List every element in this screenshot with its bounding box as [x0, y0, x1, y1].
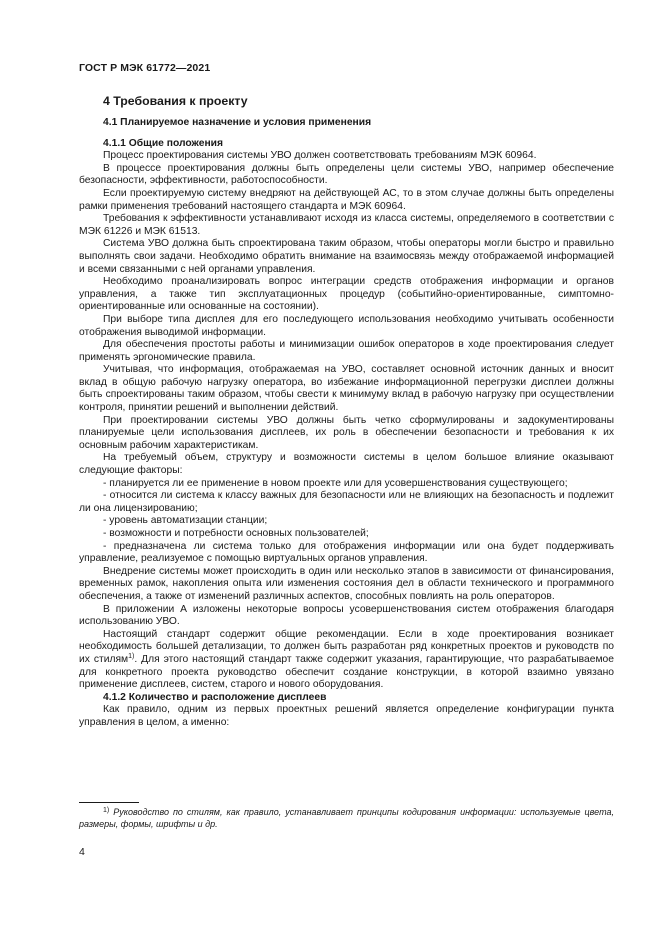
paragraph: В приложении А изложены некоторые вопросы усовершенствования систем отображения благодаря использованию УВО. — [79, 603, 614, 628]
clause-title-displays: 4.1.2 Количество и расположение дисплеев — [103, 691, 327, 703]
footnote-divider — [79, 802, 139, 803]
page-number: 4 — [79, 846, 85, 858]
footnote-mark: 1) — [103, 807, 110, 814]
paragraph: Необходимо проанализировать вопрос интеграции средств отображения информации и органов управления, а также тип эксплуатационных процедур (событийно-ориентированные, симптомно-ориентированные или основанные на состоянии). — [79, 276, 614, 313]
paragraph: Учитывая, что информация, отображаемая на УВО, составляет основной источник данных и вносит вклад в общую рабочую нагрузку оператора, во избежание информационной перегрузки дисплеи должны быть спроектированы таким образом, чтобы свести к минимуму вклад в рабочую нагрузку при осуществлении контроля, принятии решений и выполнении действий. — [79, 364, 614, 414]
paragraph: Процесс проектирования системы УВО должен соответствовать требованиям МЭК 60964. — [103, 150, 537, 162]
paragraph-style-guides — [79, 629, 614, 692]
section-title: 4 Требования к проекту — [103, 94, 248, 108]
paragraph-text: Настоящий стандарт содержит общие рекомендации. Если в ходе проектирования возникает необходимость большей детализации, то должен быть разработан ряд конкретных проектов и руководств по их стилям — [79, 628, 614, 665]
page-content — [79, 94, 614, 730]
paragraph: Как правило, одним из первых проектных решений является определение конфигурации пункта управления в целом, а именно: — [79, 704, 614, 728]
paragraph: Система УВО должна быть спроектирована таким образом, чтобы операторы могли быстро и правильно выполнять свои задачи. Необходимо обратить внимание на взаимосвязь между отображаемой информацией и всеми связанными с ней органами управления. — [79, 238, 614, 275]
list-item: - уровень автоматизации станции; — [103, 515, 268, 527]
paragraph: Требования к эффективности устанавливают исходя из класса системы, определяемого в соответствии с МЭК 61226 и МЭК 61513. — [79, 213, 614, 237]
footnote-ref[interactable]: 1) — [128, 652, 135, 660]
list-item: - планируется ли ее применение в новом проекте или для усовершенствования существующего; — [103, 477, 568, 489]
list-item: - возможности и потребности основных пользователей; — [103, 528, 369, 539]
footnote — [79, 807, 614, 830]
paragraph: На требуемый объем, структуру и возможности системы в целом большое влияние оказывают следующие факторы: — [79, 452, 614, 477]
paragraph: Если проектируемую систему внедряют на действующей АС, то в этом случае должны быть определены рамки применения требований настоящего стандарта и МЭК 60964. — [79, 187, 614, 212]
paragraphs-general — [79, 150, 614, 692]
paragraph: В процессе проектирования должны быть определены цели системы УВО, например обеспечение безопасности, эффективности, работоспособности. — [79, 162, 614, 187]
subsection-title: 4.1 Планируемое назначение и условия применения — [103, 117, 372, 128]
list-item: - предназначена ли система только для отображения информации или она будет поддерживать управление, реализуемое с помощью виртуальных органов управления. — [79, 540, 614, 565]
list-item: - относится ли система к классу важных для безопасности или не влияющих на безопасность и подлежит ли она лицензированию; — [79, 490, 614, 514]
clause-title-general: 4.1.1 Общие положения — [103, 137, 223, 149]
paragraph: При выборе типа дисплея для его последующего использования необходимо учитывать особенности отображения выводимой информации. — [79, 313, 614, 338]
footnote-text: Руководство по стилям, как правило, устанавливает принципы кодирования информации: используемые цвета, размеры, формы, шрифты и др. — [79, 807, 614, 829]
paragraph: Для обеспечения простоты работы и минимизации ошибок операторов в ходе проектирования следует применять эргономические правила. — [79, 339, 614, 363]
paragraph: Внедрение системы может происходить в один или несколько этапов в зависимости от финансирования, временных рамок, накопления опыта или изменения состояния дел в области технического и программного обеспечения, а также от изменений различных аспектов, способных повлиять на роль операторов. — [79, 565, 614, 602]
standard-header: ГОСТ Р МЭК 61772—2021 — [79, 62, 211, 74]
paragraph-text: . Для этого настоящий стандарт также содержит указания, гарантирующие, что разрабатываемое для конкретного проекта руководство обеспечит создание конструкции, в которой взаимно увязано применение дисплеев, систем, старого и нового оборудования. — [79, 653, 614, 691]
paragraph: При проектировании системы УВО должны быть четко сформулированы и задокументированы планируемые цели использования дисплеев, их роль в обеспечении безопасности и требования к их основным рабочим характеристикам. — [79, 414, 614, 451]
